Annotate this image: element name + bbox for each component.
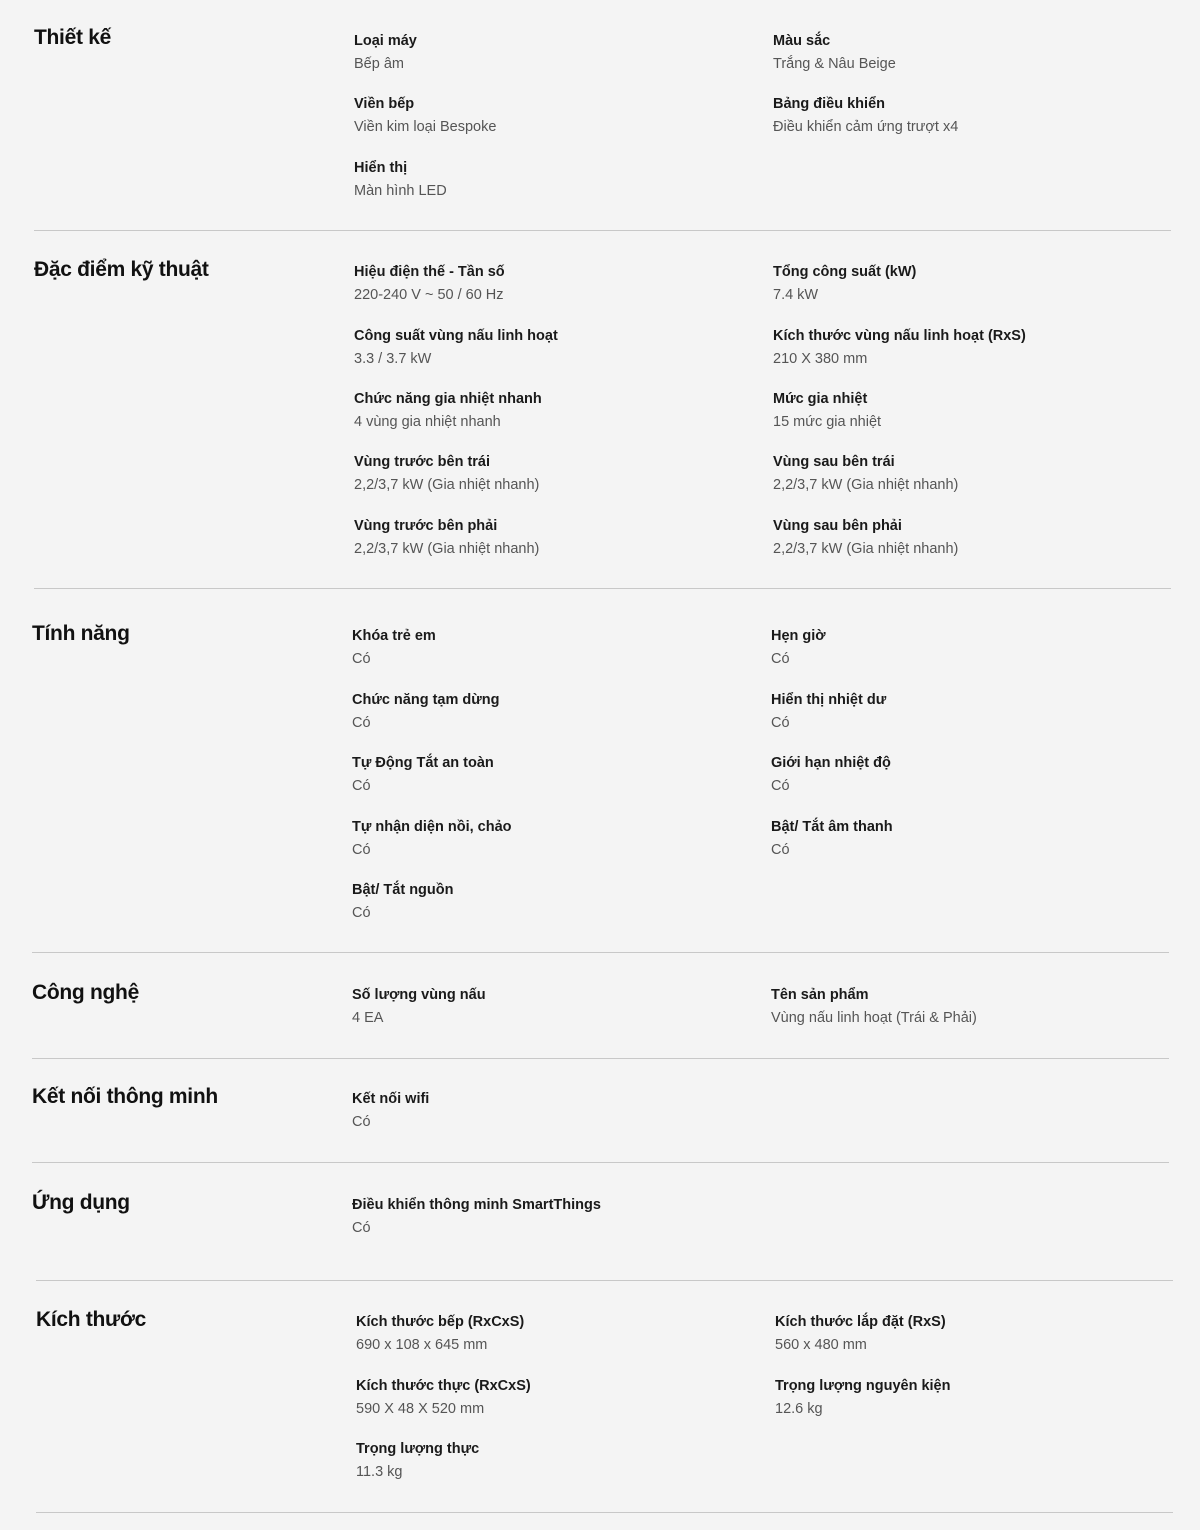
spec-value: Vùng nấu linh hoạt (Trái & Phải) [771, 1010, 977, 1026]
spec-label: Kích thước vùng nấu linh hoạt (RxS) [773, 328, 1026, 344]
spec-value: 220-240 V ~ 50 / 60 Hz [354, 287, 504, 303]
spec-item [352, 881, 752, 922]
spec-item [354, 327, 754, 368]
spec-label: Tên sản phẩm [771, 987, 869, 1003]
spec-label: Bảng điều khiển [773, 96, 885, 112]
spec-value: Màn hình LED [354, 183, 447, 199]
spec-label: Trọng lượng nguyên kiện [775, 1378, 951, 1394]
spec-value: Trắng & Nâu Beige [773, 56, 896, 72]
spec-value: Có [352, 842, 371, 858]
spec-value: Có [352, 905, 371, 921]
section-divider [32, 1058, 1169, 1059]
spec-label: Vùng sau bên trái [773, 454, 895, 470]
spec-item [771, 754, 1171, 795]
spec-label: Vùng trước bên phải [354, 518, 498, 534]
spec-item [356, 1377, 756, 1418]
spec-item [352, 818, 752, 859]
spec-label: Kích thước lắp đặt (RxS) [775, 1314, 946, 1330]
spec-label: Màu sắc [773, 33, 831, 49]
spec-item [773, 263, 1173, 304]
spec-label: Kết nối wifi [352, 1091, 430, 1107]
spec-label: Điều khiển thông minh SmartThings [352, 1197, 601, 1213]
spec-item [354, 390, 754, 431]
spec-value: 4 vùng gia nhiệt nhanh [354, 414, 501, 430]
spec-item [773, 517, 1173, 558]
section-title: Ứng dụng [32, 1191, 130, 1214]
spec-value: 690 x 108 x 645 mm [356, 1337, 488, 1353]
spec-value: Có [771, 651, 790, 667]
spec-item [771, 627, 1171, 668]
spec-item [771, 986, 1171, 1027]
spec-label: Tự nhận diện nồi, chảo [352, 819, 512, 835]
spec-item [773, 95, 1173, 136]
spec-value: 210 X 380 mm [773, 351, 868, 367]
spec-value: 2,2/3,7 kW (Gia nhiệt nhanh) [773, 541, 959, 557]
spec-value: Có [352, 1114, 371, 1130]
spec-value: 2,2/3,7 kW (Gia nhiệt nhanh) [773, 477, 959, 493]
spec-label: Kích thước thực (RxCxS) [356, 1378, 531, 1394]
spec-item [356, 1440, 756, 1481]
spec-label: Loại máy [354, 33, 417, 49]
spec-value: 590 X 48 X 520 mm [356, 1401, 485, 1417]
spec-label: Trọng lượng thực [356, 1441, 480, 1457]
spec-value: Có [771, 778, 790, 794]
spec-value: 2,2/3,7 kW (Gia nhiệt nhanh) [354, 541, 540, 557]
spec-value: 2,2/3,7 kW (Gia nhiệt nhanh) [354, 477, 540, 493]
spec-value: 3.3 / 3.7 kW [354, 351, 432, 367]
spec-label: Công suất vùng nấu linh hoạt [354, 328, 558, 344]
spec-label: Bật/ Tắt nguồn [352, 882, 454, 898]
section-title: Đặc điểm kỹ thuật [34, 258, 209, 281]
spec-label: Hiển thị nhiệt dư [771, 692, 887, 708]
section-divider [34, 588, 1171, 589]
spec-item [771, 818, 1171, 859]
section-title: Tính năng [32, 622, 130, 645]
spec-value: Viền kim loại Bespoke [354, 119, 497, 135]
section-divider [32, 952, 1169, 953]
spec-label: Hiệu điện thế - Tần số [354, 264, 505, 280]
spec-value: 560 x 480 mm [775, 1337, 867, 1353]
spec-item [771, 691, 1171, 732]
spec-value: Có [352, 651, 371, 667]
section-divider [36, 1280, 1173, 1281]
spec-label: Kích thước bếp (RxCxS) [356, 1314, 525, 1330]
spec-item [773, 390, 1173, 431]
spec-value: Có [771, 715, 790, 731]
spec-item [352, 1090, 752, 1131]
section-divider [36, 1512, 1173, 1513]
spec-value: Có [771, 842, 790, 858]
spec-label: Hiển thị [354, 160, 408, 176]
section-divider [32, 1162, 1169, 1163]
spec-item [773, 453, 1173, 494]
spec-item [352, 754, 752, 795]
spec-label: Số lượng vùng nấu [352, 987, 486, 1003]
spec-item [352, 1196, 752, 1237]
spec-item [356, 1313, 756, 1354]
spec-value: Điều khiển cảm ứng trượt x4 [773, 119, 959, 135]
section-divider [34, 230, 1171, 231]
spec-value: Có [352, 1220, 371, 1236]
spec-item [354, 263, 754, 304]
section-title: Thiết kế [34, 26, 111, 49]
spec-value: Có [352, 715, 371, 731]
spec-value: 7.4 kW [773, 287, 819, 303]
spec-label: Khóa trẻ em [352, 628, 436, 644]
spec-item [354, 453, 754, 494]
spec-label: Vùng trước bên trái [354, 454, 491, 470]
spec-item [775, 1313, 1175, 1354]
spec-item [352, 627, 752, 668]
spec-label: Chức năng tạm dừng [352, 692, 500, 708]
section-title: Kết nối thông minh [32, 1085, 218, 1108]
spec-item [354, 517, 754, 558]
spec-item [775, 1377, 1175, 1418]
spec-value: 4 EA [352, 1010, 384, 1026]
spec-label: Hẹn giờ [771, 628, 826, 644]
section-title: Kích thước [36, 1308, 146, 1331]
spec-value: 11.3 kg [356, 1464, 403, 1480]
spec-value: 15 mức gia nhiệt [773, 414, 882, 430]
spec-label: Mức gia nhiệt [773, 391, 868, 407]
spec-value: 12.6 kg [775, 1401, 823, 1417]
spec-item [773, 327, 1173, 368]
spec-item [354, 32, 754, 73]
section-title: Công nghệ [32, 981, 139, 1004]
spec-label: Tổng công suất (kW) [773, 264, 917, 280]
spec-label: Viền bếp [354, 96, 415, 112]
spec-item [773, 32, 1173, 73]
spec-label: Giới hạn nhiệt độ [771, 755, 891, 771]
spec-item [354, 159, 754, 200]
spec-item [352, 986, 752, 1027]
spec-label: Bật/ Tắt âm thanh [771, 819, 893, 835]
spec-value: Có [352, 778, 371, 794]
spec-label: Chức năng gia nhiệt nhanh [354, 391, 542, 407]
spec-label: Tự Động Tắt an toàn [352, 755, 494, 771]
spec-item [354, 95, 754, 136]
spec-value: Bếp âm [354, 56, 404, 72]
spec-item [352, 691, 752, 732]
spec-label: Vùng sau bên phải [773, 518, 902, 534]
